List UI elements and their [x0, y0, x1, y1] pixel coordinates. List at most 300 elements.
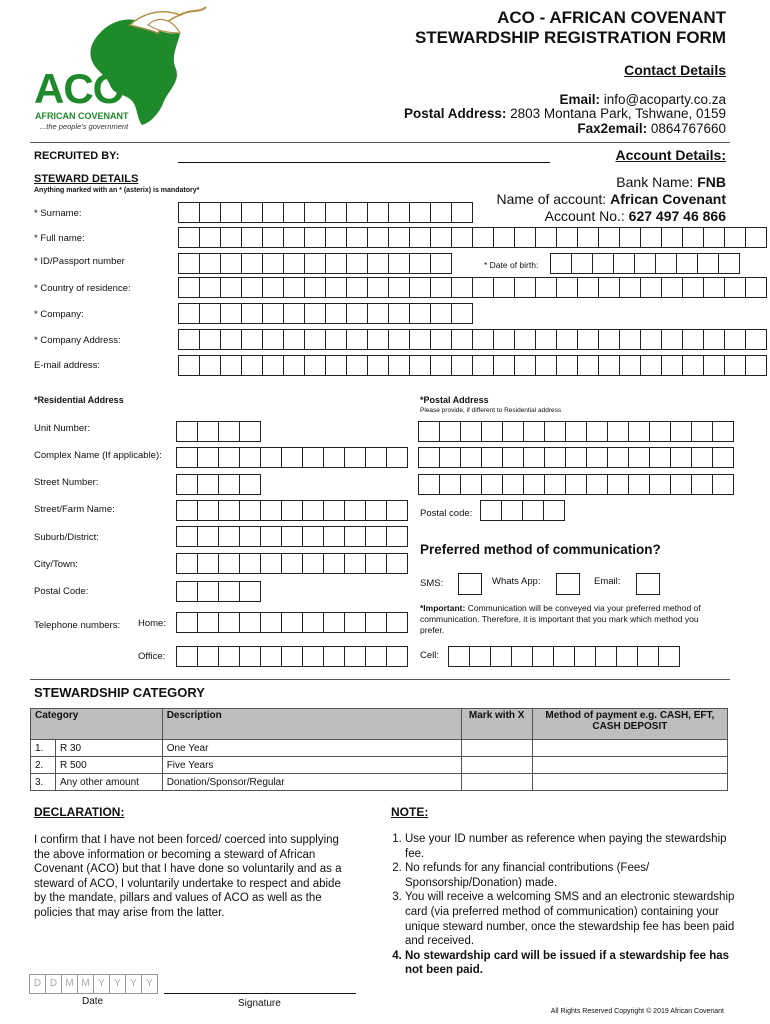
- input-cell[interactable]: [535, 277, 557, 298]
- input-cell[interactable]: [682, 227, 704, 248]
- input-cell[interactable]: [220, 227, 242, 248]
- input-cell[interactable]: [418, 421, 440, 442]
- input-cell[interactable]: [472, 277, 494, 298]
- input-cell[interactable]: [176, 612, 198, 633]
- input-cell[interactable]: [260, 646, 282, 667]
- input-cell[interactable]: [365, 646, 387, 667]
- input-cell[interactable]: [176, 646, 198, 667]
- input-cell[interactable]: [430, 253, 452, 274]
- input-cell[interactable]: [386, 526, 408, 547]
- input-cell[interactable]: [598, 277, 620, 298]
- input-cell[interactable]: [344, 526, 366, 547]
- input-cell[interactable]: [365, 526, 387, 547]
- input-cell[interactable]: [628, 447, 650, 468]
- input-cell[interactable]: [586, 421, 608, 442]
- input-cell[interactable]: [365, 553, 387, 574]
- input-cell[interactable]: [197, 646, 219, 667]
- recruited-by-line[interactable]: [178, 162, 550, 163]
- input-cell[interactable]: [430, 355, 452, 376]
- input-cell[interactable]: [418, 447, 440, 468]
- input-cell[interactable]: [481, 447, 503, 468]
- input-cell[interactable]: [550, 253, 572, 274]
- input-cell[interactable]: [176, 447, 198, 468]
- input-cell[interactable]: [346, 253, 368, 274]
- postal-line3-input[interactable]: [418, 474, 734, 495]
- input-cell[interactable]: [556, 355, 578, 376]
- input-cell[interactable]: [283, 303, 305, 324]
- city-input[interactable]: [176, 553, 408, 574]
- payment-cell[interactable]: [532, 740, 727, 757]
- input-cell[interactable]: [367, 277, 389, 298]
- input-cell[interactable]: [344, 612, 366, 633]
- input-cell[interactable]: [220, 277, 242, 298]
- input-cell[interactable]: [262, 253, 284, 274]
- input-cell[interactable]: [388, 227, 410, 248]
- input-cell[interactable]: [556, 329, 578, 350]
- input-cell[interactable]: [239, 447, 261, 468]
- input-cell[interactable]: [409, 253, 431, 274]
- input-cell[interactable]: [598, 329, 620, 350]
- input-cell[interactable]: [283, 329, 305, 350]
- input-cell[interactable]: [218, 500, 240, 521]
- input-cell[interactable]: [619, 329, 641, 350]
- input-cell[interactable]: [302, 447, 324, 468]
- unit-input[interactable]: [176, 421, 261, 442]
- input-cell[interactable]: [178, 253, 200, 274]
- input-cell[interactable]: [325, 329, 347, 350]
- input-cell[interactable]: [386, 500, 408, 521]
- input-cell[interactable]: [176, 581, 198, 602]
- payment-cell[interactable]: [532, 757, 727, 774]
- input-cell[interactable]: [556, 227, 578, 248]
- input-cell[interactable]: [220, 202, 242, 223]
- input-cell[interactable]: [197, 421, 219, 442]
- input-cell[interactable]: [691, 474, 713, 495]
- input-cell[interactable]: [613, 253, 635, 274]
- input-cell[interactable]: [241, 202, 263, 223]
- date-input[interactable]: [30, 974, 158, 994]
- input-cell[interactable]: [241, 253, 263, 274]
- input-cell[interactable]: [409, 329, 431, 350]
- input-cell[interactable]: [430, 202, 452, 223]
- input-cell[interactable]: [176, 500, 198, 521]
- input-cell[interactable]: [323, 447, 345, 468]
- input-cell[interactable]: [241, 303, 263, 324]
- input-cell[interactable]: [469, 646, 491, 667]
- input-cell[interactable]: [697, 253, 719, 274]
- input-cell[interactable]: [451, 355, 473, 376]
- input-cell[interactable]: [493, 355, 515, 376]
- input-cell[interactable]: [607, 447, 629, 468]
- input-cell[interactable]: [367, 227, 389, 248]
- input-cell[interactable]: [430, 329, 452, 350]
- input-cell[interactable]: [577, 329, 599, 350]
- input-cell[interactable]: [616, 646, 638, 667]
- full-name-input[interactable]: [178, 227, 767, 248]
- input-cell[interactable]: [481, 474, 503, 495]
- input-cell[interactable]: [745, 329, 767, 350]
- input-cell[interactable]: [724, 329, 746, 350]
- input-cell[interactable]: [304, 355, 326, 376]
- input-cell[interactable]: [556, 277, 578, 298]
- input-cell[interactable]: [218, 553, 240, 574]
- input-cell[interactable]: [712, 447, 734, 468]
- input-cell[interactable]: [439, 421, 461, 442]
- input-cell[interactable]: [670, 421, 692, 442]
- input-cell[interactable]: [281, 553, 303, 574]
- input-cell[interactable]: [640, 329, 662, 350]
- input-cell[interactable]: [640, 277, 662, 298]
- input-cell[interactable]: [430, 303, 452, 324]
- input-cell[interactable]: [283, 277, 305, 298]
- input-cell[interactable]: [220, 329, 242, 350]
- input-cell[interactable]: [409, 355, 431, 376]
- input-cell[interactable]: [199, 253, 221, 274]
- input-cell[interactable]: [619, 277, 641, 298]
- input-cell[interactable]: [691, 447, 713, 468]
- input-cell[interactable]: [571, 253, 593, 274]
- input-cell[interactable]: [367, 303, 389, 324]
- input-cell[interactable]: [655, 253, 677, 274]
- input-cell[interactable]: [565, 474, 587, 495]
- input-cell[interactable]: [220, 303, 242, 324]
- input-cell[interactable]: [637, 646, 659, 667]
- input-cell[interactable]: [283, 202, 305, 223]
- input-cell[interactable]: [592, 253, 614, 274]
- input-cell[interactable]: [514, 329, 536, 350]
- input-cell[interactable]: [241, 227, 263, 248]
- postal-code-input[interactable]: [480, 500, 565, 521]
- mark-cell[interactable]: [461, 757, 532, 774]
- input-cell[interactable]: [649, 447, 671, 468]
- input-cell[interactable]: [325, 355, 347, 376]
- input-cell[interactable]: [388, 303, 410, 324]
- input-cell[interactable]: [281, 500, 303, 521]
- input-cell[interactable]: [199, 277, 221, 298]
- input-cell[interactable]: [451, 202, 473, 223]
- input-cell[interactable]: [178, 303, 200, 324]
- input-cell[interactable]: [523, 421, 545, 442]
- input-cell[interactable]: [239, 612, 261, 633]
- input-cell[interactable]: [481, 421, 503, 442]
- input-cell[interactable]: [511, 646, 533, 667]
- input-cell[interactable]: [199, 355, 221, 376]
- input-cell[interactable]: [262, 329, 284, 350]
- input-cell[interactable]: [595, 646, 617, 667]
- input-cell[interactable]: [514, 355, 536, 376]
- input-cell[interactable]: [262, 355, 284, 376]
- input-cell[interactable]: [388, 253, 410, 274]
- input-cell[interactable]: [544, 421, 566, 442]
- input-cell[interactable]: [472, 227, 494, 248]
- input-cell[interactable]: [544, 474, 566, 495]
- company-input[interactable]: [178, 303, 473, 324]
- input-cell[interactable]: [607, 474, 629, 495]
- street-name-input[interactable]: [176, 500, 408, 521]
- input-cell[interactable]: [451, 227, 473, 248]
- input-cell[interactable]: [239, 474, 261, 495]
- input-cell[interactable]: [281, 447, 303, 468]
- input-cell[interactable]: [745, 227, 767, 248]
- input-cell[interactable]: [523, 474, 545, 495]
- input-cell[interactable]: [514, 277, 536, 298]
- input-cell[interactable]: [323, 553, 345, 574]
- input-cell[interactable]: [586, 447, 608, 468]
- input-cell[interactable]: [346, 227, 368, 248]
- input-cell[interactable]: [218, 474, 240, 495]
- input-cell[interactable]: [409, 227, 431, 248]
- input-cell[interactable]: [302, 526, 324, 547]
- input-cell[interactable]: [577, 277, 599, 298]
- input-cell[interactable]: [367, 329, 389, 350]
- input-cell[interactable]: [325, 202, 347, 223]
- input-cell[interactable]: [283, 355, 305, 376]
- input-cell[interactable]: [532, 646, 554, 667]
- input-cell[interactable]: [658, 646, 680, 667]
- input-cell[interactable]: [262, 202, 284, 223]
- input-cell[interactable]: [670, 447, 692, 468]
- payment-cell[interactable]: [532, 774, 727, 791]
- whatsapp-checkbox[interactable]: [556, 573, 580, 595]
- input-cell[interactable]: [281, 612, 303, 633]
- input-cell[interactable]: [574, 646, 596, 667]
- input-cell[interactable]: [703, 329, 725, 350]
- input-cell[interactable]: [367, 253, 389, 274]
- input-cell[interactable]: [388, 277, 410, 298]
- input-cell[interactable]: [628, 421, 650, 442]
- input-cell[interactable]: [586, 474, 608, 495]
- input-cell[interactable]: [302, 553, 324, 574]
- input-cell[interactable]: [628, 474, 650, 495]
- input-cell[interactable]: [197, 474, 219, 495]
- input-cell[interactable]: [325, 303, 347, 324]
- input-cell[interactable]: [745, 355, 767, 376]
- postal-line2-input[interactable]: [418, 447, 734, 468]
- input-cell[interactable]: [197, 447, 219, 468]
- input-cell[interactable]: [724, 227, 746, 248]
- input-cell[interactable]: [304, 202, 326, 223]
- input-cell[interactable]: [712, 421, 734, 442]
- input-cell[interactable]: [199, 303, 221, 324]
- input-cell[interactable]: [178, 202, 200, 223]
- res-postal-code-input[interactable]: [176, 581, 261, 602]
- input-cell[interactable]: [178, 227, 200, 248]
- input-cell[interactable]: [325, 227, 347, 248]
- input-cell[interactable]: [553, 646, 575, 667]
- input-cell[interactable]: [460, 447, 482, 468]
- input-cell[interactable]: [199, 329, 221, 350]
- input-cell[interactable]: [682, 355, 704, 376]
- input-cell[interactable]: [565, 447, 587, 468]
- input-cell[interactable]: [472, 355, 494, 376]
- input-cell[interactable]: [325, 277, 347, 298]
- input-cell[interactable]: [661, 329, 683, 350]
- input-cell[interactable]: [535, 355, 557, 376]
- input-cell[interactable]: [304, 303, 326, 324]
- input-cell[interactable]: [598, 355, 620, 376]
- input-cell[interactable]: [388, 202, 410, 223]
- input-cell[interactable]: [218, 526, 240, 547]
- input-cell[interactable]: [724, 355, 746, 376]
- input-cell[interactable]: [543, 500, 565, 521]
- input-cell[interactable]: [493, 227, 515, 248]
- input-cell[interactable]: [386, 553, 408, 574]
- input-cell[interactable]: [451, 329, 473, 350]
- input-cell[interactable]: [367, 355, 389, 376]
- input-cell[interactable]: [346, 329, 368, 350]
- office-phone-input[interactable]: [176, 646, 408, 667]
- input-cell[interactable]: [386, 612, 408, 633]
- input-cell[interactable]: [451, 303, 473, 324]
- input-cell[interactable]: [598, 227, 620, 248]
- input-cell[interactable]: [197, 612, 219, 633]
- input-cell[interactable]: [619, 227, 641, 248]
- input-cell[interactable]: [418, 474, 440, 495]
- input-cell[interactable]: [514, 227, 536, 248]
- input-cell[interactable]: [346, 202, 368, 223]
- suburb-input[interactable]: [176, 526, 408, 547]
- input-cell[interactable]: [178, 277, 200, 298]
- input-cell[interactable]: [241, 355, 263, 376]
- input-cell[interactable]: [502, 421, 524, 442]
- input-cell[interactable]: [480, 500, 502, 521]
- input-cell[interactable]: [220, 355, 242, 376]
- input-cell[interactable]: [386, 447, 408, 468]
- street-number-input[interactable]: [176, 474, 261, 495]
- country-input[interactable]: [178, 277, 767, 298]
- input-cell[interactable]: [260, 553, 282, 574]
- input-cell[interactable]: [178, 329, 200, 350]
- complex-input[interactable]: [176, 447, 408, 468]
- input-cell[interactable]: [241, 277, 263, 298]
- input-cell[interactable]: [365, 612, 387, 633]
- input-cell[interactable]: [718, 253, 740, 274]
- input-cell[interactable]: [218, 421, 240, 442]
- input-cell[interactable]: [745, 277, 767, 298]
- input-cell[interactable]: [239, 581, 261, 602]
- input-cell[interactable]: [523, 447, 545, 468]
- id-passport-input[interactable]: [178, 253, 452, 274]
- input-cell[interactable]: [281, 526, 303, 547]
- input-cell[interactable]: [670, 474, 692, 495]
- input-cell[interactable]: [544, 447, 566, 468]
- input-cell[interactable]: [388, 329, 410, 350]
- input-cell[interactable]: [283, 253, 305, 274]
- input-cell[interactable]: [197, 500, 219, 521]
- input-cell[interactable]: [344, 500, 366, 521]
- input-cell[interactable]: [344, 646, 366, 667]
- input-cell[interactable]: [176, 526, 198, 547]
- input-cell[interactable]: [388, 355, 410, 376]
- input-cell[interactable]: [176, 553, 198, 574]
- input-cell[interactable]: [712, 474, 734, 495]
- input-cell[interactable]: [367, 202, 389, 223]
- input-cell[interactable]: [502, 474, 524, 495]
- input-cell[interactable]: [703, 227, 725, 248]
- input-cell[interactable]: [682, 329, 704, 350]
- input-cell[interactable]: [724, 277, 746, 298]
- input-cell[interactable]: [260, 526, 282, 547]
- input-cell[interactable]: [493, 277, 515, 298]
- input-cell[interactable]: [535, 227, 557, 248]
- input-cell[interactable]: [577, 227, 599, 248]
- input-cell[interactable]: [409, 202, 431, 223]
- input-cell[interactable]: [262, 303, 284, 324]
- dob-input[interactable]: [550, 253, 740, 274]
- input-cell[interactable]: [304, 329, 326, 350]
- input-cell[interactable]: [535, 329, 557, 350]
- input-cell[interactable]: [649, 421, 671, 442]
- input-cell[interactable]: [661, 227, 683, 248]
- signature-line[interactable]: [164, 993, 356, 994]
- input-cell[interactable]: [522, 500, 544, 521]
- company-address-input[interactable]: [178, 329, 767, 350]
- input-cell[interactable]: [176, 474, 198, 495]
- input-cell[interactable]: [409, 277, 431, 298]
- input-cell[interactable]: [430, 277, 452, 298]
- input-cell[interactable]: [502, 447, 524, 468]
- input-cell[interactable]: [682, 277, 704, 298]
- input-cell[interactable]: [304, 227, 326, 248]
- input-cell[interactable]: [323, 526, 345, 547]
- input-cell[interactable]: [283, 227, 305, 248]
- input-cell[interactable]: [501, 500, 523, 521]
- input-cell[interactable]: [451, 277, 473, 298]
- input-cell[interactable]: [302, 612, 324, 633]
- input-cell[interactable]: [302, 646, 324, 667]
- input-cell[interactable]: [323, 646, 345, 667]
- input-cell[interactable]: [439, 474, 461, 495]
- input-cell[interactable]: [199, 202, 221, 223]
- input-cell[interactable]: [199, 227, 221, 248]
- surname-input[interactable]: [178, 202, 473, 223]
- input-cell[interactable]: [218, 447, 240, 468]
- input-cell[interactable]: [323, 612, 345, 633]
- input-cell[interactable]: [262, 227, 284, 248]
- input-cell[interactable]: [640, 227, 662, 248]
- input-cell[interactable]: [365, 447, 387, 468]
- input-cell[interactable]: [365, 500, 387, 521]
- input-cell[interactable]: [281, 646, 303, 667]
- input-cell[interactable]: [178, 355, 200, 376]
- input-cell[interactable]: [703, 277, 725, 298]
- input-cell[interactable]: [304, 277, 326, 298]
- home-phone-input[interactable]: [176, 612, 408, 633]
- input-cell[interactable]: [218, 612, 240, 633]
- input-cell[interactable]: [197, 553, 219, 574]
- input-cell[interactable]: [409, 303, 431, 324]
- input-cell[interactable]: [260, 500, 282, 521]
- input-cell[interactable]: [634, 253, 656, 274]
- input-cell[interactable]: [325, 253, 347, 274]
- input-cell[interactable]: [448, 646, 470, 667]
- input-cell[interactable]: [493, 329, 515, 350]
- input-cell[interactable]: [262, 277, 284, 298]
- sms-checkbox[interactable]: [458, 573, 482, 595]
- input-cell[interactable]: [260, 447, 282, 468]
- input-cell[interactable]: [490, 646, 512, 667]
- input-cell[interactable]: [241, 329, 263, 350]
- input-cell[interactable]: [640, 355, 662, 376]
- email-checkbox[interactable]: [636, 573, 660, 595]
- input-cell[interactable]: [460, 421, 482, 442]
- input-cell[interactable]: [302, 500, 324, 521]
- input-cell[interactable]: [661, 355, 683, 376]
- input-cell[interactable]: [649, 474, 671, 495]
- input-cell[interactable]: [439, 447, 461, 468]
- input-cell[interactable]: [344, 447, 366, 468]
- input-cell[interactable]: [691, 421, 713, 442]
